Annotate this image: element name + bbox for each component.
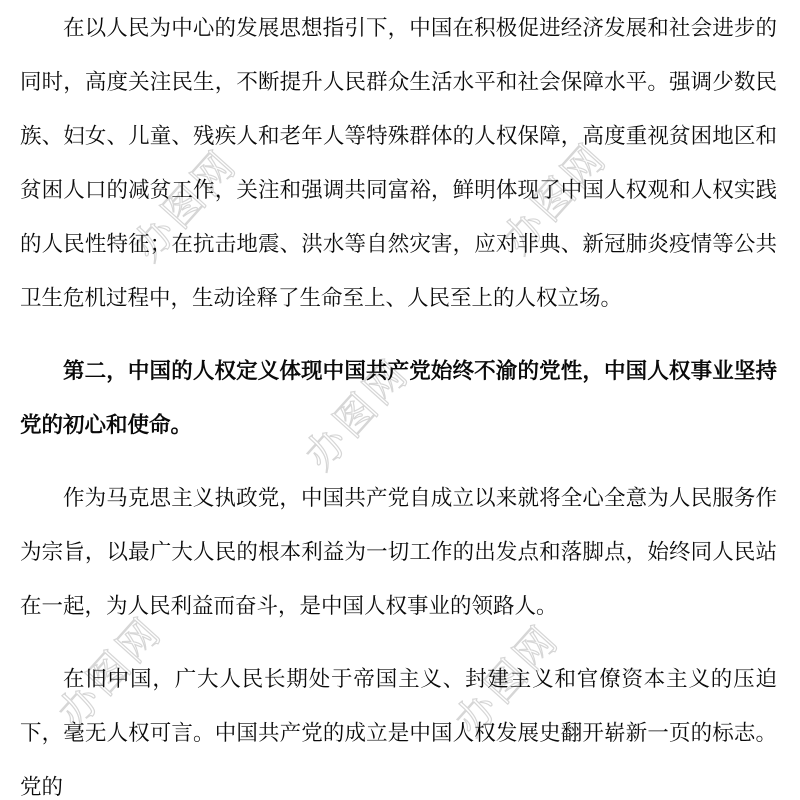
watermark-text: 办图网 (495, 134, 617, 263)
watermark-text: 办图网 (125, 141, 247, 270)
body-paragraph: 在旧中国，广大人民长期处于帝国主义、封建主义和官僚资本主义的压迫下，毫无人权可言。中国共产党的成立是中国人权发展史翻开崭新一页的标志。党的 (20, 667, 777, 799)
bold-heading-paragraph: 第二，中国的人权定义体现中国共产党始终不渝的党性，中国人权事业坚持党的初心和使命。 (20, 359, 777, 437)
body-paragraph: 在以人民为中心的发展思想指引下，中国在积极促进经济发展和社会进步的同时，高度关注民生，不断提升人民群众生活水平和社会保障水平。强调少数民族、妇女、儿童、残疾人和老年人等特殊群体的人权保障，高度重视贫困地区和贫困人口的减贫工作，关注和强调共同富裕，鲜明体现了中国人权观和人权实践的人民性特征；在抗击地震、洪水等自然灾害，应对非典、新冠肺炎疫情等公共卫生危机过程中，生动诠释了生命至上、人民至上的人权立场。 (20, 16, 777, 310)
body-paragraph: 作为马克思主义执政党，中国共产党自成立以来就将全心全意为人民服务作为宗旨，以最广大人民的根本利益为一切工作的出发点和落脚点，始终同人民站在一起，为人民利益而奋斗，是中国人权事业的领路人。 (20, 486, 777, 618)
watermark-text: 办图网 (447, 616, 569, 745)
watermark-text: 办图网 (50, 608, 172, 737)
watermark-text: 办图网 (297, 350, 419, 479)
